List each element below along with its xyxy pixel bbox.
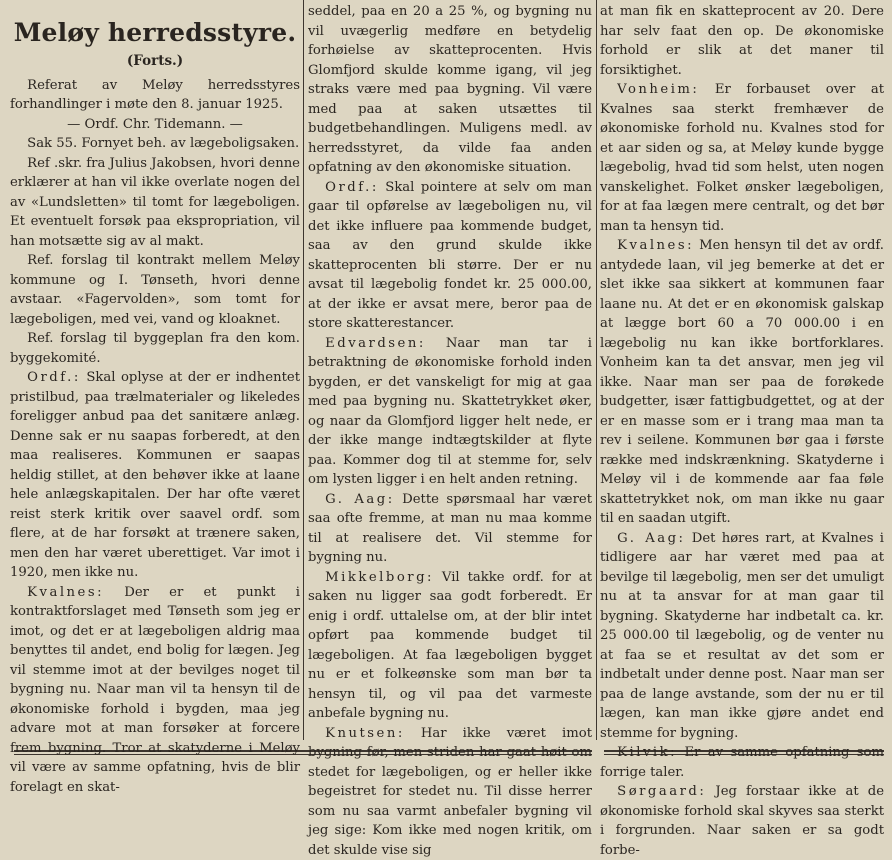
paragraph-text: Ref. forslag til byggeplan fra den kom. byggekomité. [10,331,300,366]
paragraph [600,80,884,236]
column-2-body [308,2,592,860]
article-intro: Referat av Meløy herredsstyres forhandlinger i møte den 8. januar 1925. [10,76,300,115]
speaker-name: Mikkelborg: [325,570,434,585]
speaker-name: Sørgaard: [617,784,706,799]
speaker-name: Edvardsen: [325,336,426,351]
paragraph [308,568,592,724]
paragraph-text: Ref .skr. fra Julius Jakobsen, hvori denne erklærer at han vil ikke overlate nogen del av «Lundsletten» til tomt for lægeboligen. Et eventuelt forsøk paa ekspropriation, vil han motsætte sig av al makt. [10,156,300,249]
paragraph [10,251,300,329]
column-2 [308,2,592,860]
paragraph [10,134,300,154]
speaker-name: Kvalnes: [27,585,104,600]
paragraph-text: Men hensyn til det av ordf. antydede laan, vil jeg bemerke at det er slet ikke saa sikkert at kommunen faar laane nu. At det er en økonomisk galskap at lægge bort 60 a 70 000.00 i en lægebolig nu kan ikke bortforklares. Vonheim kan ta det ansvar, men jeg vil ikke. Naar man ser paa de forøkede budgetter, især fattigbudgettet, og at der er en masse som er i trang maa man ta rev i seilene. Kommunen bør gaa i første række med indskrænkning. Skatyderne i Meløy vil i de kommende aar faa føle skattetrykket nok, om man ikke nu gaar til en saadan utgift. [600,238,884,526]
column-1 [10,2,300,797]
paragraph [308,178,592,334]
paragraph-text: Jeg forstaar ikke at de økonomiske forhold skal skyves saa sterkt i forgrunden. Naar saken er sa godt forbe- [600,784,884,858]
paragraph [10,154,300,252]
speaker-name: G. Aag: [617,531,685,546]
paragraph-text: Ref. forslag til kontrakt mellem Meløy kommune og I. Tønseth, hvori denne avstaar. «Fagervolden», som tomt for lægeboligen, med vei, vand og kloaknet. [10,253,300,327]
paragraph-text: Der er et punkt i kontraktforslaget med Tønseth som jeg er imot, og det er at lægeboligen aldrig maa benyttes til andet, end bolig for lægen. Jeg vil stemme imot at der bevilges noget til bygning nu. Naar man vil ta hensyn til de økonomiske forhold i bygden, maa jeg advare mot at man forsøker at forcere frem bygning. Tror at skatyderne i Meløy vil være av samme opfatning, hvis de blir forelagt en skat- [10,585,300,795]
speaker-name: Ordf.: [27,370,81,385]
paragraph-text: Er av samme opfatning som forrige taler. [600,745,884,780]
article-byline: — Ordf. Chr. Tidemann. — [10,115,300,135]
speaker-name: Kvalnes: [617,238,694,253]
paragraph-text: Har ikke været imot bygning før, men striden har gaat høit om stedet for lægeboligen, og er heller ikke begeistret for stedet nu. Til disse herrer som nu saa varmt anbefaler bygning vil jeg sige: Kom ikke med nogen kritik, om det skulde vise sig [308,726,592,858]
column-rule [596,0,597,740]
column-1-body [10,134,300,797]
column-3-body [600,2,884,860]
paragraph [10,329,300,368]
paragraph-text: seddel, paa en 20 a 25 %, og bygning nu vil uvægerlig medføre en betydelig forhøielse av skatteprocenten. Hvis Glomfjord skulde komme igang, vil jeg straks være med paa bygning. Vil være med paa at saken utsættes til budgetbehandlingen. Muligens medl. av herredsstyret, da vilde faa anden opfatning av den økonomiske situation. [308,4,592,175]
paragraph [600,2,884,80]
paragraph [308,724,592,860]
column-rule [303,0,304,740]
paragraph-text: Naar man tar i betraktning de økonomiske forhold inden bygden, er det vanskeligt for mig at gaa med paa bygning nu. Skattetrykket øker, og naar da Glomfjord ligger helt nede, er der ikke mange indtægtskilder at flyte paa. Kommer dog til at stemme for, selv om lysten ligger i en helt anden retning. [308,336,592,488]
paragraph-text: at man fik en skatteprocent av 20. Dere har selv faat den op. De økonomiske forhold er slik at det maner til forsiktighet. [600,4,884,78]
paragraph-text: Dette spørsmaal har været saa ofte fremme, at man nu maa komme til at realisere det. Vil stemme for bygning nu. [308,492,592,566]
paragraph [600,529,884,744]
paragraph [10,583,300,798]
paragraph [600,782,884,860]
paragraph-text: Det høres rart, at Kvalnes i tidligere aar har været med paa at bevilge til lægebolig, men ser det umuligt nu at ta ansvar for at man gaar til bygning. Skatyderne har indbetalt ca. kr. 25 000.00 til lægebolig, og de venter nu at faa se et resultat av det som er indbetalt under denne post. Naar man ser paa de lange avstande, som der nu er til lægen, kan man ikke gjøre andet end stemme for bygning. [600,531,884,741]
speaker-name: Kilvik: [617,745,677,760]
paragraph-text: Vil takke ordf. for at saken nu ligger saa godt forberedt. Er enig i ordf. uttalelse om, at der blir intet opført paa kommende budget til lægeboligen. At faa lægeboligen bygget nu er et folkeønske som man bør ta hensyn til, og vil paa det varmeste anbefale bygning nu. [308,570,592,722]
paragraph-text: Skal oplyse at der er indhentet pristilbud, paa trælmaterialer og likeledes foreligger anbud paa det sanitære anlæg. Denne sak er nu saapas forberedt, at den maa realiseres. Kommunen er saapas heldig stillet, at den behøver ikke at laane hele anlægskapitalen. Der har ofte været reist sterk kritik over saavel ordf. som flere, at de har forsøkt at trænere saken, men den har været uberettiget. Var imot i 1920, men ikke nu. [10,370,300,580]
column-3 [600,2,884,860]
paragraph [308,334,592,490]
paragraph [308,490,592,568]
paragraph [10,368,300,583]
article-subtitle: (Forts.) [10,52,300,72]
paragraph-text: Skal pointere at selv om man gaar til opførelse av lægeboligen nu, vil det ikke influere paa kommende budget, saa av den grund skulde ikke skatteprocenten bli større. Der er nu avsat til lægebolig fondet kr. 25 000.00, at der ikke er avsat mere, beror paa de store skatterestancer. [308,180,592,332]
paragraph [600,236,884,529]
speaker-name: Ordf.: [325,180,379,195]
paragraph [308,2,592,178]
speaker-name: Knutsen: [325,726,405,741]
article-title: Meløy herredsstyre. [10,16,300,50]
speaker-name: G. Aag: [325,492,395,507]
paragraph-text: Er forbauset over at Kvalnes saa sterkt fremhæver de økonomiske forhold nu. Kvalnes stod for et aar siden og sa, at Meløy kunde bygge lægebolig, hvad tid som helst, uten nogen vanskelighet. Folket ønsker lægeboligen, for at faa lægen mere centralt, og det bør man ta hensyn tid. [600,82,884,234]
paragraph [600,743,884,782]
speaker-name: Vonheim: [617,82,699,97]
paragraph-text: Sak 55. Fornyet beh. av lægeboligsaken. [27,136,299,151]
